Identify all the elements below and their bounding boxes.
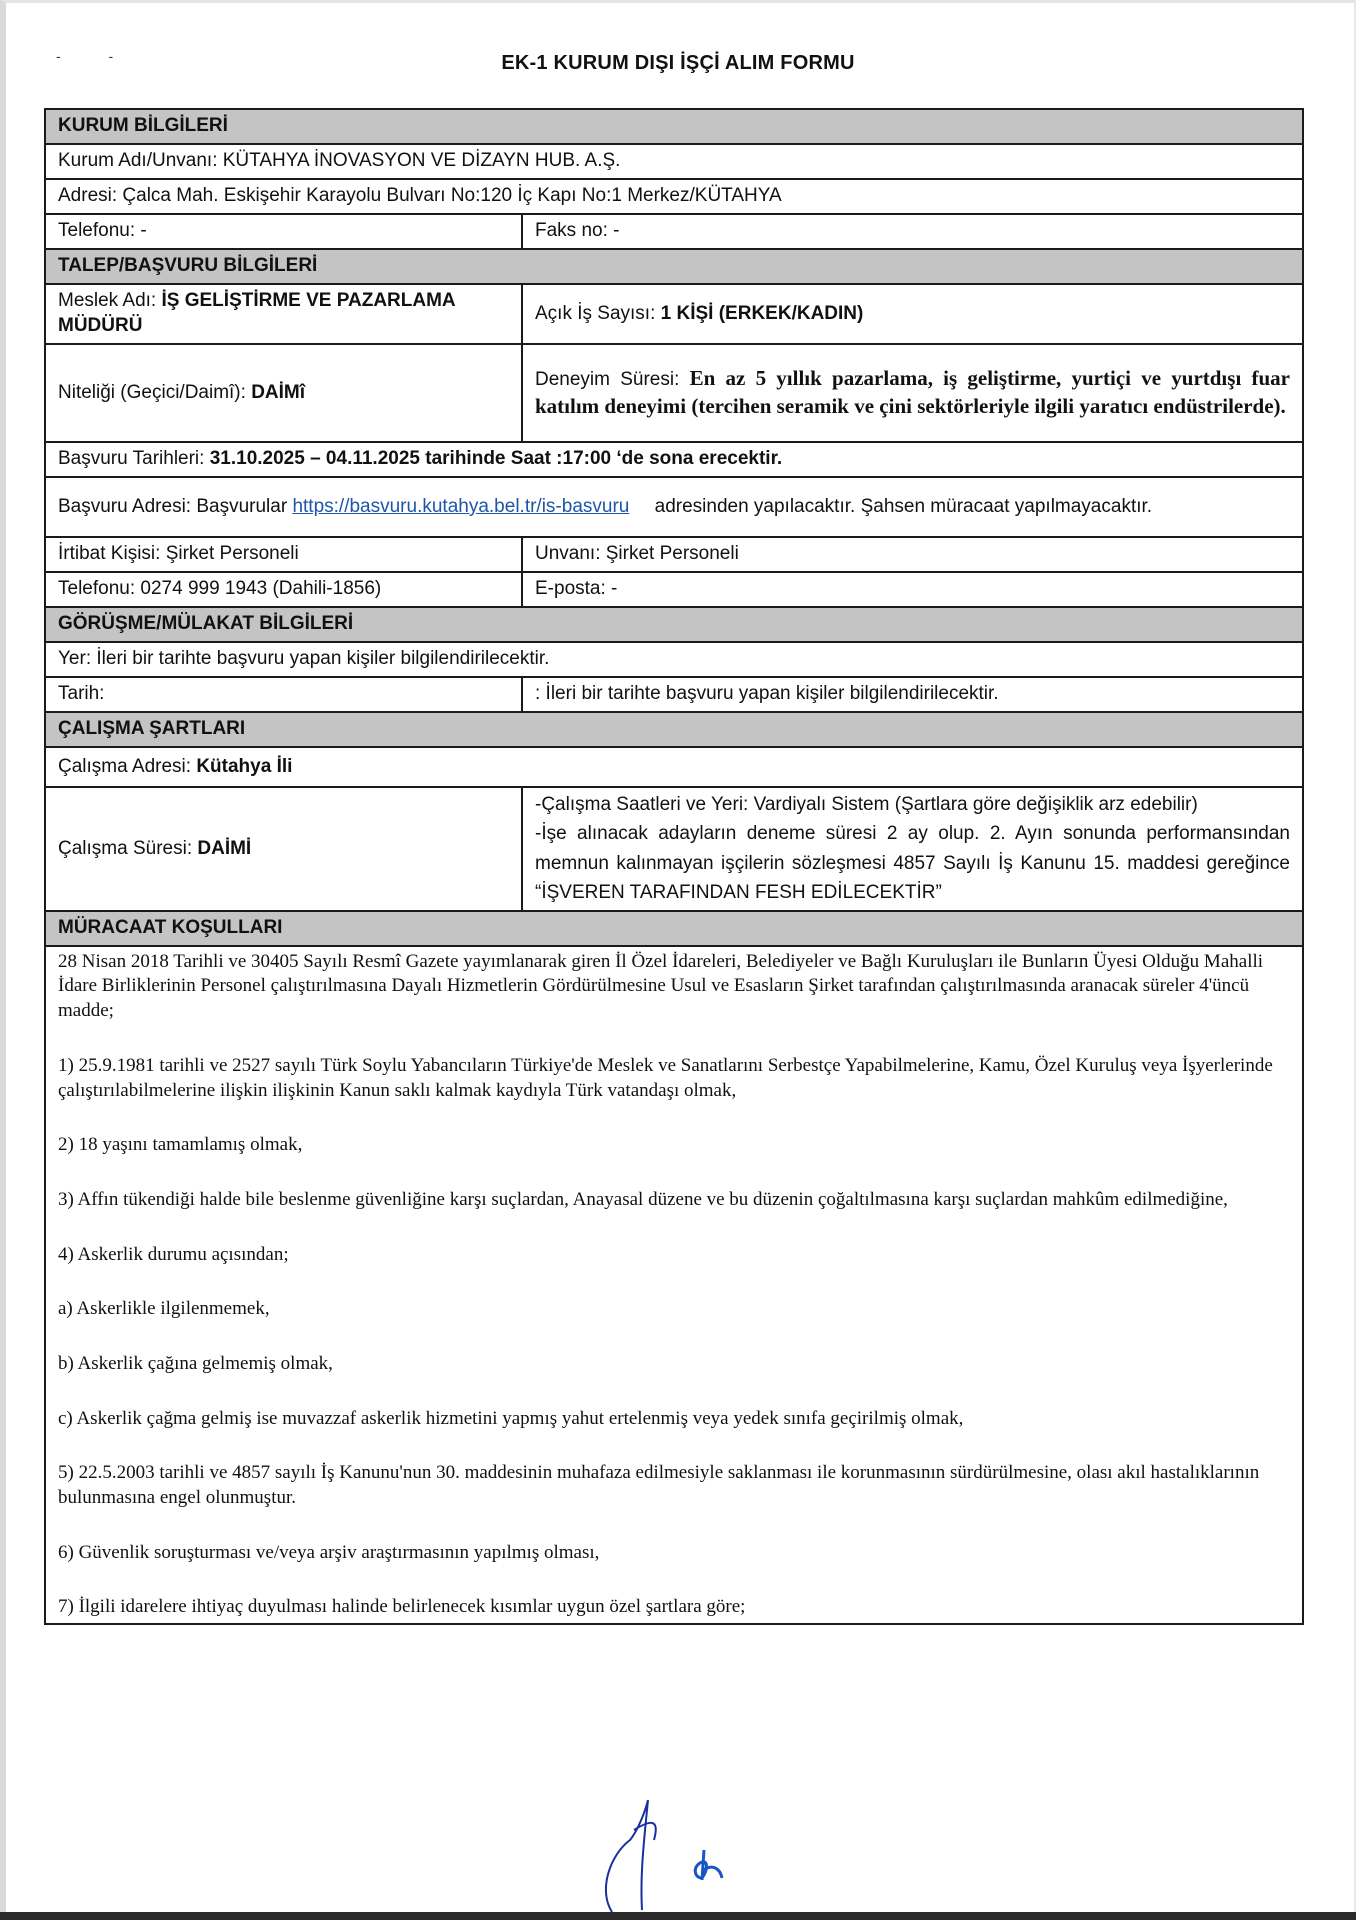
kurum-faks: Faks no: - (522, 214, 1303, 249)
deneyim-label: Deneyim Süresi: (535, 369, 690, 391)
irtibat-eposta: E-posta: - (522, 572, 1303, 607)
calisma-kosullari-cell (522, 787, 1303, 911)
calisma-suresi-cell (45, 787, 522, 911)
application-form-table (44, 108, 1304, 1625)
acik-is-label: Açık İş Sayısı: (535, 302, 661, 324)
row-gorusme-yer (45, 642, 1303, 677)
section-header-calisma (45, 712, 1303, 747)
irtibat-kisisi: İrtibat Kişisi: Şirket Personeli (45, 537, 522, 572)
acik-is-cell (522, 284, 1303, 344)
muracaat-paragraph: 7) İlgili idarelere ihtiyaç duyulması halinde belirlenecek kısımlar uygun özel şartlara göre; (58, 1596, 746, 1618)
section-title-muracaat: MÜRACAAT KOŞULLARI (45, 911, 1303, 946)
row-calisma-suresi (45, 787, 1303, 911)
irtibat-telefon: Telefonu: 0274 999 1943 (Dahili-1856) (45, 572, 522, 607)
muracaat-paragraph: a) Askerlikle ilgilenmemek, (58, 1298, 270, 1320)
muracaat-paragraph: 3) Affın tükendiği halde bile beslenme güvenliğine karşı suçlardan, Anayasal düzene ve bu düzenin çoğaltılmasına karşı suçlardan mahkûm edilmediğine, (58, 1188, 1228, 1210)
row-meslek (45, 284, 1303, 344)
section-header-muracaat (45, 911, 1303, 946)
section-title-talep: TALEP/BAŞVURU BİLGİLERİ (45, 249, 1303, 284)
corner-marks: - - (56, 48, 136, 64)
meslek-label: Meslek Adı: (58, 290, 162, 312)
row-irtibat-iletisim (45, 572, 1303, 607)
gorusme-tarih-value: : İleri bir tarihte başvuru yapan kişiler bilgilendirilecektir. (522, 677, 1303, 712)
section-title-calisma: ÇALIŞMA ŞARTLARI (45, 712, 1303, 747)
muracaat-kosullari-body (45, 946, 1303, 1624)
basvuru-link[interactable]: https://basvuru.kutahya.bel.tr/is-basvuru (292, 495, 630, 517)
signature-stroke-main (606, 1800, 656, 1912)
row-basvuru-adresi (45, 477, 1303, 537)
calisma-adresi-value: Kütahya İli (196, 755, 293, 777)
kurum-adres-cell (45, 179, 1303, 214)
kurum-adres-label: Adresi: (58, 185, 123, 207)
kurum-adres-value: Çalca Mah. Eskişehir Karayolu Bulvarı No:120 İç Kapı No:1 Merkez/KÜTAHYA (122, 185, 782, 207)
calisma-adresi-cell (45, 747, 1303, 787)
muracaat-paragraph: 4) Askerlik durumu açısından; (58, 1243, 289, 1265)
gorusme-tarih-label: Tarih: (45, 677, 522, 712)
section-header-gorusme (45, 607, 1303, 642)
row-muracaat-kosullari (45, 946, 1303, 1624)
muracaat-paragraph: c) Askerlik çağma gelmiş ise muvazzaf askerlik hizmetini yapmış yahut ertelenmiş veya yedek sınıfa geçirilmiş olmak, (58, 1407, 964, 1429)
section-header-talep (45, 249, 1303, 284)
basvuru-tarihleri-cell (45, 442, 1303, 477)
muracaat-paragraph: 2) 18 yaşını tamamlamış olmak, (58, 1134, 303, 1156)
calisma-suresi-label: Çalışma Süresi: (58, 837, 198, 859)
basvuru-adresi-prefix: Başvuru Adresi: Başvurular (58, 495, 293, 517)
kurum-adi-label: Kurum Adı/Unvanı: (58, 150, 223, 172)
muracaat-paragraph: 5) 22.5.2003 tarihli ve 4857 sayılı İş Kanunu'nun 30. maddesinin muhafaza edilmesiyle saklanması ile korunmasının sürdürülmesine, olası akıl hastalıklarının bulunmasına engel olunmuştur. (58, 1462, 1260, 1508)
kurum-adi-cell (45, 144, 1303, 179)
basvuru-adresi-suffix: adresinden yapılacaktır. Şahsen müracaat yapılmayacaktır. (649, 495, 1153, 517)
deneyim-cell (522, 344, 1303, 442)
calisma-adresi-label: Çalışma Adresi: (58, 755, 197, 777)
calisma-saatleri: -Çalışma Saatleri ve Yeri: Vardiyalı Sistem (Şartlara göre değişiklik arz edebilir) (535, 794, 1198, 815)
muracaat-paragraph: 28 Nisan 2018 Tarihli ve 30405 Sayılı Resmî Gazete yayımlanarak giren İl Özel İdareleri, Belediyeler ve Bağlı Kuruluşları ile Bunların Üyesi Olduğu Mahalli İdare Birliklerinin Personel çalıştırılmasına Dayalı Hizmetlerin Gördürülmesine Usul ve Esasların Şirket tarafından çalıştırılmasında aranacak süreler 4'üncü madde; (58, 950, 1264, 1022)
kurum-adi-value: KÜTAHYA İNOVASYON VE DİZAYN HUB. A.Ş. (222, 150, 621, 172)
basvuru-tarihleri-value: 31.10.2025 – 04.11.2025 tarihinde Saat :17:00 ‘de sona erecektir. (209, 448, 783, 470)
kurum-telefon: Telefonu: - (45, 214, 522, 249)
section-title-gorusme: GÖRÜŞME/MÜLAKAT BİLGİLERİ (45, 607, 1303, 642)
row-nitelik (45, 344, 1303, 442)
deneme-suresi: -İşe alınacak adayların deneme süresi 2 ay olup. 2. Ayın sonunda performansından memnun kalınmayan işçilerin sözleşmesi 4857 Sayılı İş Kanunu 15. maddesi gereğince “İŞVEREN TARAFINDAN FESH EDİLECEKTİR” (535, 823, 1290, 904)
calisma-suresi-value: DAİMİ (197, 837, 252, 859)
form-title: EK-1 KURUM DIŞI İŞÇİ ALIM FORMU (501, 52, 855, 74)
section-header-kurum (45, 109, 1303, 144)
irtibat-unvan: Unvanı: Şirket Personeli (522, 537, 1303, 572)
row-irtibat (45, 537, 1303, 572)
row-kurum-iletisim (45, 214, 1303, 249)
nitelik-cell (45, 344, 522, 442)
basvuru-adresi-cell (45, 477, 1303, 537)
row-basvuru-tarihleri (45, 442, 1303, 477)
section-title-kurum: KURUM BİLGİLERİ (45, 109, 1303, 144)
row-kurum-adres (45, 179, 1303, 214)
muracaat-paragraph: 1) 25.9.1981 tarihli ve 2527 sayılı Türk Soylu Yabancıların Türkiye'de Meslek ve Sanatlarını Serbestçe Yapabilmelerine, Kamu, Özel Kuruluş veya İşyerlerinde çalıştırılabilmelerine ilişkin ilişkinin Kanun saklı kalmak kaydıyla Türk vatandaşı olmak, (58, 1054, 1273, 1101)
gorusme-yer: Yer: İleri bir tarihte başvuru yapan kişiler bilgilendirilecektir. (45, 642, 1303, 677)
scan-bottom-edge (0, 1912, 1356, 1920)
signature-stroke-initials (695, 1850, 722, 1880)
nitelik-label: Niteliği (Geçici/Daimî): (58, 381, 252, 403)
signature-icon (590, 1800, 760, 1915)
row-kurum-adi (45, 144, 1303, 179)
row-gorusme-tarih (45, 677, 1303, 712)
meslek-value: İŞ GELİŞTİRME VE PAZARLAMA MÜDÜRÜ (58, 290, 455, 336)
deneyim-value: En az 5 yıllık pazarlama, iş geliştirme, yurtiçi ve yurtdışı fuar katılım deneyimi (tercihen seramik ve çini sektörleriyle ilgili yaratıcı endüstrilerde). (535, 366, 1290, 418)
basvuru-tarihleri-label: Başvuru Tarihleri: (58, 448, 210, 470)
muracaat-paragraph: b) Askerlik çağına gelmemiş olmak, (58, 1352, 333, 1374)
acik-is-value: 1 KİŞİ (ERKEK/KADIN) (660, 302, 864, 324)
meslek-cell (45, 284, 522, 344)
nitelik-value: DAİMî (251, 381, 306, 403)
muracaat-paragraph: 6) Güvenlik soruşturması ve/veya arşiv araştırmasının yapılmış olması, (58, 1541, 600, 1563)
row-calisma-adresi (45, 747, 1303, 787)
